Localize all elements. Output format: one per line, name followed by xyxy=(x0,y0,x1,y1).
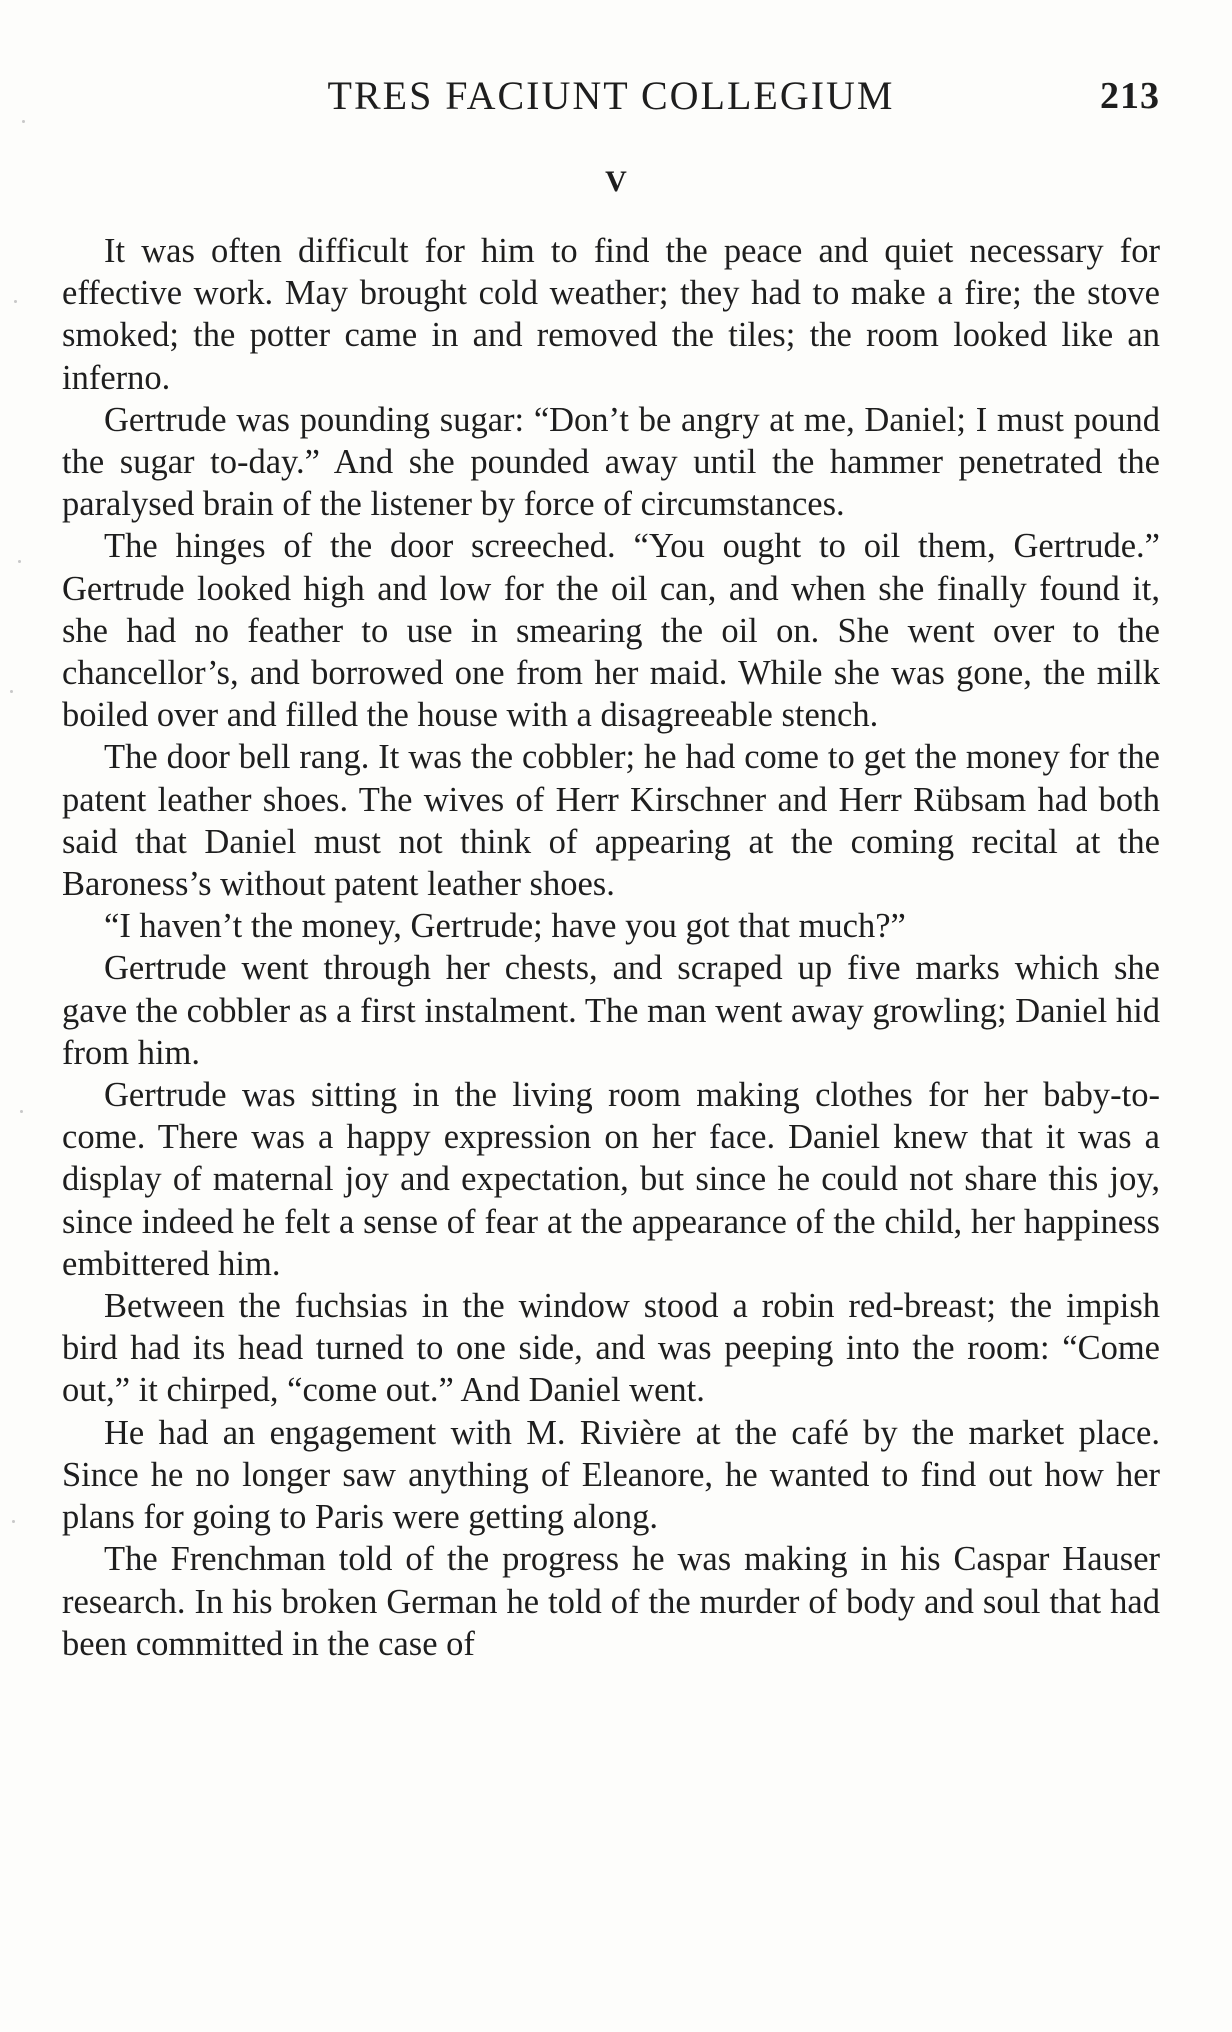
paragraph: “I haven’t the money, Gertrude; have you got that much?” xyxy=(104,907,906,946)
page-number: 213 xyxy=(1100,75,1160,117)
paragraph: He had an engagement with M. Rivière at the café by the market place. Since he no longer saw anything of Eleanore, he wanted to find out how her plans for going to Paris were getting along. xyxy=(62,1413,1160,1537)
section-number: V xyxy=(605,165,627,198)
margin-specks xyxy=(0,0,40,2032)
running-head xyxy=(62,68,1160,124)
paragraph: Between the fuchsias in the window stood a robin red-breast; the impish bird had its head turned to one side, and was peeping into the room: “Come out,” it chirped, “come out.” And Daniel went. xyxy=(62,1287,1160,1410)
running-title: TRES FACIUNT COLLEGIUM xyxy=(327,73,895,118)
paragraph: Gertrude was pounding sugar: “Don’t be angry at me, Daniel; I must pound the sugar to-day.” And she pounded away until the hammer penetrated the paralysed brain of the listener by force of circumstances. xyxy=(62,400,1160,524)
paragraph: The Frenchman told of the progress he was making in his Caspar Hauser research. In his broken German he told of the murder of body and soul that had been committed in the case of xyxy=(62,1540,1160,1663)
paragraph: Gertrude went through her chests, and scraped up five marks which she gave the cobbler as a first instalment. The man went away growling; Daniel hid from him. xyxy=(62,949,1160,1072)
body-text xyxy=(62,230,1160,1665)
paragraph: It was often difficult for him to find the peace and quiet necessary for effective work. May brought cold weather; they had to make a fire; the stove smoked; the potter came in and removed the tiles; the room looked like an inferno. xyxy=(62,232,1160,397)
paragraph: Gertrude was sitting in the living room making clothes for her baby-to-come. There was a happy expression on her face. Daniel knew that it was a display of maternal joy and expectation, but since he could not share this joy, since indeed he felt a sense of fear at the appearance of the child, her happiness embittered him. xyxy=(62,1076,1160,1283)
paragraph: The door bell rang. It was the cobbler; he had come to get the money for the patent leather shoes. The wives of Herr Kirschner and Herr Rübsam had both said that Daniel must not think of appearing at the coming recital at the Baroness’s without patent leather shoes. xyxy=(62,738,1160,904)
paragraph: The hinges of the door screeched. “You ought to oil them, Gertrude.” Gertrude looked high and low for the oil can, and when she finally found it, she had no feather to use in smearing the oil on. She went over to the chancellor’s, and borrowed one from her maid. While she was gone, the milk boiled over and filled the house with a disagreeable stench. xyxy=(62,527,1160,735)
